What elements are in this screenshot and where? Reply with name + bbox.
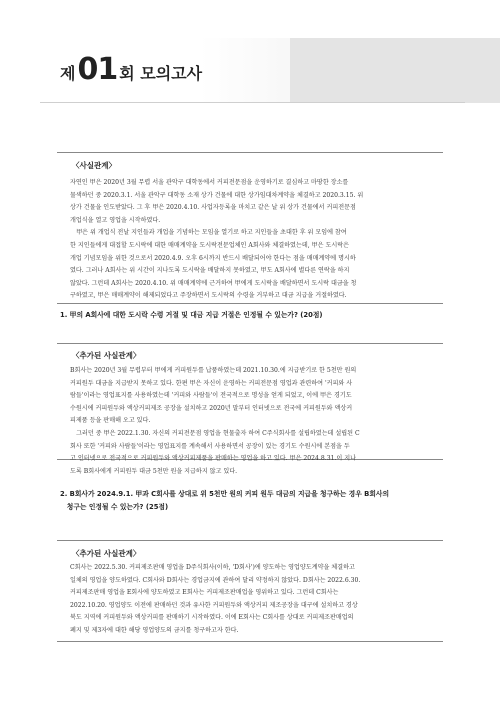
question-2	[60, 488, 445, 514]
added-facts-text	[70, 365, 432, 478]
added-facts2-line: C회사는 2022.5.30. 커피제조판매 영업을 D주식회사(이하, 'D회사')에 양도하는 영업양도계약을 체결하고	[70, 564, 355, 571]
question-line: 2. B회사가 2024.9.1. 甲과 C회사를 상대로 위 5천만 원의 커피 원두 대금의 지급을 청구하는 경우 B회사의	[60, 490, 390, 498]
added-facts2-text	[70, 562, 432, 638]
added-facts-line: 피제품 등을 판매해 오고 있다.	[70, 417, 151, 425]
added-facts2-line: 일체의 영업을 양도하였다. C회사와 D회사는 경업금지에 관하여 달리 약정하지 않았다. D회사는 2022.6.30.	[70, 576, 361, 584]
added-facts2-line: 2022.10.20. 영업양도 이전에 판매하던 것과 유사한 커피원두와 액상커피 제조공장을 대구에 설치하고 경상	[70, 601, 358, 609]
facts-line: 구하였고, 甲은 매매계약이 해제되었다고 주장하면서 도시락의 수령을 거부하고 대금 지급을 거절하였다.	[70, 292, 347, 300]
added-facts2-label: 〈추가된 사실관계〉	[72, 549, 141, 558]
facts-line: 상가 건물을 인도받았다. 그 후 甲은 2020.4.10. 사업자등록을 마치고 같은 날 위 상가 건물에서 커피전문점	[70, 204, 356, 212]
facts-line: 한 지인들에게 대접할 도시락에 대한 매매계약을 도시락전문업체인 A회사와 체결하였는데, 甲은 도시락은	[70, 241, 350, 249]
title-suffix: 회 모의고사	[119, 64, 203, 83]
question-line: 청구는 인정될 수 있는가? (25점)	[60, 503, 169, 511]
added-facts-line: B회사는 2020년 3월 무렵부터 甲에게 커피원두를 납품하였는데 2021.10.30.에 지급받기로 한 5천만 원의	[70, 367, 357, 374]
facts-line: 개업식을 열고 영업을 시작하였다.	[70, 216, 161, 224]
page-title	[60, 52, 202, 87]
title-number: 01	[77, 52, 118, 87]
added-facts-label: 〈추가된 사실관계〉	[72, 351, 141, 360]
added-facts-line: 커피원두 대금을 지급받지 못하고 있다. 한편 甲은 자신이 운영하는 커피전문점 영업과 관련하여 '커피와 사	[70, 379, 353, 387]
added-facts2-line: 폐지 및 제3자에 대한 해당 영업양도의 금지를 청구하고자 한다.	[70, 626, 239, 634]
added-facts-line: 고 인터넷으로 전국적으로 커피원두와 액상커피제품을 판매하는 영업을 하고 있다. 甲은 2024.8.31.이 지나	[70, 455, 356, 463]
added-facts-line: 도록 B회사에게 커피원두 대금 5천만 원을 지급하지 않고 있다.	[70, 467, 238, 475]
added-facts2-line: 북도 지역에 커피원두와 액상커피를 판매하기 시작하였다. 이에 E회사는 C회사를 상대로 커피제조판매업의	[70, 614, 354, 622]
added-facts-line: 그러던 중 甲은 2022.1.30. 자신의 커피전문점 영업을 현물출자 하여 C주식회사를 설립하였는데 설립된 C	[70, 429, 360, 437]
question-line: 1. 甲의 A회사에 대한 도시락 수령 거절 및 대금 지급 거절은 인정될 수 있는가? (20점)	[60, 311, 323, 319]
facts-line: 甲은 위 개업식 전날 지인들과 개업을 기념하는 모임을 열기로 하고 지인들을 초대한 후 위 모임에 참여	[70, 229, 347, 237]
added-facts-line: 람들'이라는 영업표지를 사용하였는데 '커피와 사람들'이 전국적으로 명성을 얻게 되었고, 이에 甲은 경기도	[70, 392, 352, 400]
added-facts2-line: 커피제조판매 영업을 E회사에 양도하였고 E회사는 커피제조판매업을 영위하고 있다. 그런데 C회사는	[70, 589, 339, 597]
facts-line: 물색하던 중 2020.3.1. 서울 관악구 대학동 소재 상가 건물에 대한 상가임대차계약을 체결하고 2020.3.15. 위	[70, 191, 364, 199]
question-1	[60, 309, 445, 322]
added-facts-line: 수원시에 커피원두와 액상커피제조 공장을 설치하고 2020년 말부터 인터넷으로 전국에 커피원두와 액상커	[70, 404, 353, 412]
header-accent	[290, 38, 500, 103]
facts-line: 자연인 甲은 2020년 3월 무렵 서울 관악구 대학동에서 커피전문점을 운영하기로 결심하고 마땅한 장소를	[70, 179, 349, 186]
facts-line: 개업 기념모임을 위한 것으로서 2020.4.9. 오후 6시까지 반드시 배달되어야 한다는 점을 매매계약에 명시하	[70, 254, 356, 262]
added-facts-line: 회사 또한 '커피와 사람들'이라는 영업표지를 계속해서 사용하면서 공장이 있는 경기도 수원시에 본점을 두	[70, 442, 350, 450]
header-divider	[40, 102, 465, 103]
title-prefix: 제	[60, 64, 76, 83]
facts-label: 〈사실관계〉	[72, 161, 116, 170]
facts-line: 였다. 그러나 A회사는 위 시간이 지나도록 도시락을 배달하지 못하였고, 甲도 A회사에 별다른 연락을 하지	[70, 267, 350, 275]
facts-text	[70, 177, 432, 303]
facts-line: 않았다. 그런데 A회사는 2020.4.10. 위 매매계약에 근거하여 甲에게 도시락을 배달하면서 도시락 대금을 청	[70, 279, 357, 287]
